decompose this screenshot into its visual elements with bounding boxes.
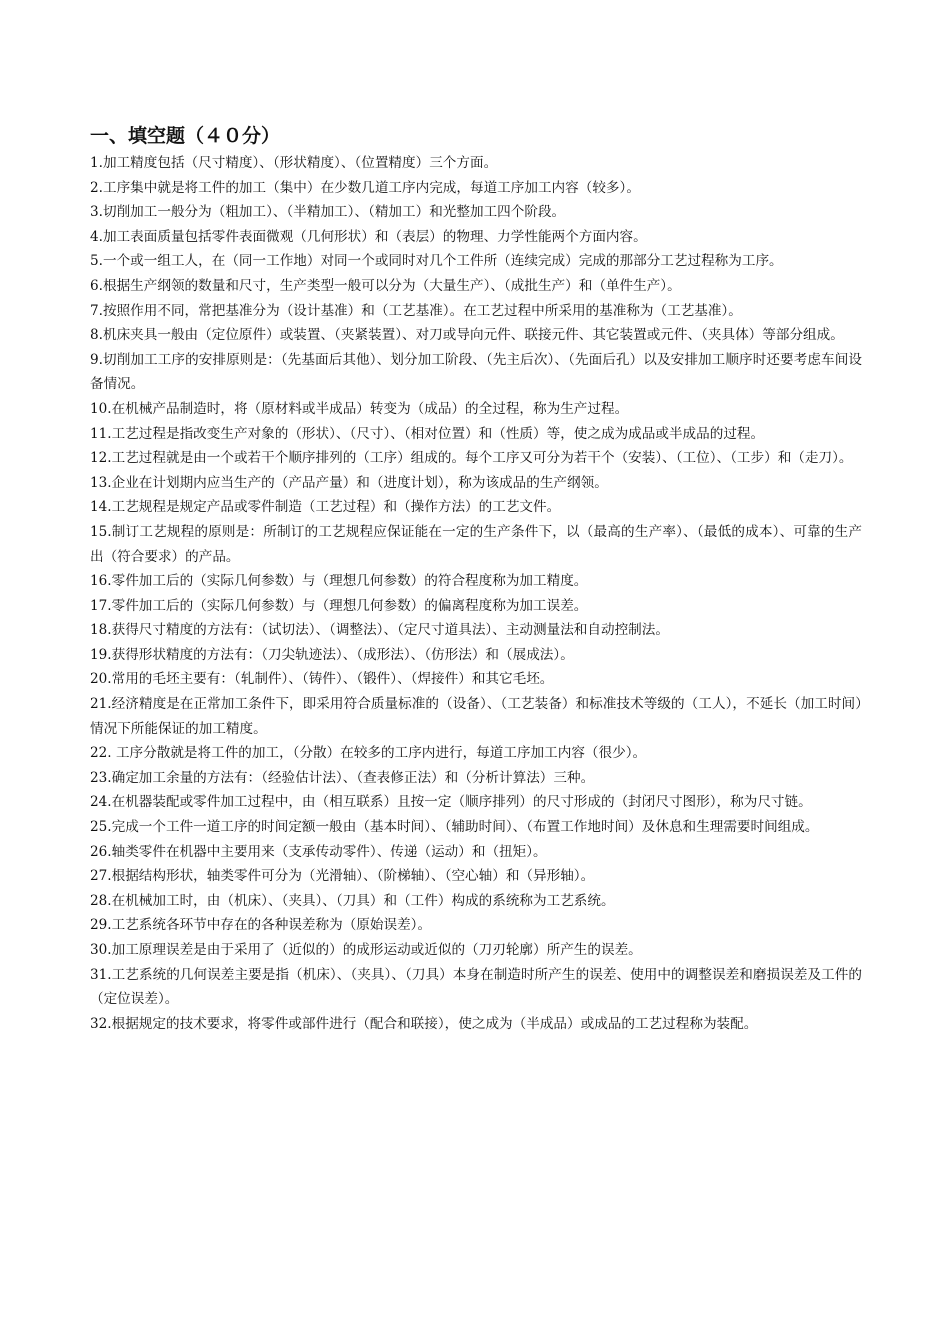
- question-item: 12.工艺过程就是由一个或若干个顺序排列的（工序）组成的。每个工序又可分为若干个（安装）、（工位）、（工步）和（走刀）。: [90, 450, 853, 467]
- question-item: 25.完成一个工件一道工序的时间定额一般由（基本时间）、（辅助时间）、（布置工作地时间）及休息和生理需要时间组成。: [90, 819, 819, 836]
- question-item: 15.制订工艺规程的原则是：所制订的工艺规程应保证能在一定的生产条件下，以（最高的生产率）、（最低的成本）、可靠的生产出（符合要求）的产品。: [90, 523, 862, 565]
- question-item: 10.在机械产品制造时，将（原材料或半成品）转变为（成品）的全过程，称为生产过程。: [90, 400, 629, 417]
- question-item: 17.零件加工后的（实际几何参数）与（理想几何参数）的偏离程度称为加工误差。: [90, 597, 588, 614]
- question-item: 2.工序集中就是将工件的加工（集中）在少数几道工序内完成，每道工序加工内容（较多）。: [90, 179, 640, 196]
- question-item: 23.确定加工余量的方法有：（经验估计法）、（查表修正法）和（分析计算法）三种。: [90, 769, 595, 786]
- question-item: 11.工艺过程是指改变生产对象的（形状）、（尺寸）、（相对位置）和（性质）等，使之成为成品或半成品的过程。: [90, 425, 765, 442]
- document-page: [90, 122, 862, 1036]
- question-item: 3.切削加工一般分为（粗加工）、（半精加工）、（精加工）和光整加工四个阶段。: [90, 204, 566, 221]
- question-item: 1.加工精度包括（尺寸精度）、（形状精度）、（位置精度）三个方面。: [90, 155, 498, 171]
- question-item: 9.切削加工工序的安排原则是：（先基面后其他）、划分加工阶段、（先主后次）、（先面后孔）以及安排加工顺序时还要考虑车间设备情况。: [90, 351, 862, 393]
- question-item: 21.经济精度是在正常加工条件下，即采用符合质量标准的（设备）、（工艺装备）和标准技术等级的（工人），不延长（加工时间）情况下所能保证的加工精度。: [90, 696, 862, 737]
- question-item: 30.加工原理误差是由于采用了（近似的）的成形运动或近似的（刀刃轮廓）所产生的误差。: [90, 942, 642, 958]
- question-item: 4.加工表面质量包括零件表面微观（几何形状）和（表层）的物理、力学性能两个方面内容。: [90, 228, 647, 245]
- question-item: 29.工艺系统各环节中存在的各种误差称为（原始误差）。: [90, 917, 432, 934]
- question-item: 5.一个或一组工人，在（同一工作地）对同一个或同时对几个工件所（连续完成）完成的那部分工艺过程称为工序。: [90, 253, 783, 270]
- question-item: 14.工艺规程是规定产品或零件制造（工艺过程）和（操作方法）的工艺文件。: [90, 499, 561, 516]
- question-item: 31.工艺系统的几何误差主要是指（机床）、（夹具）、（刀具）本身在制造时所产生的误差、使用中的调整误差和磨损误差及工件的（定位误差）。: [90, 966, 862, 1008]
- section-title: 一、填空题（４０分）: [90, 125, 281, 147]
- question-item: 28.在机械加工时，由（机床）、（夹具）、（刀具）和（工件）构成的系统称为工艺系统。: [90, 892, 615, 909]
- question-item: 24.在机器装配或零件加工过程中，由（相互联系）且按一定（顺序排列）的尺寸形成的（封闭尺寸图形），称为尺寸链。: [90, 794, 812, 811]
- question-item: 18.获得尺寸精度的方法有：（试切法）、（调整法）、（定尺寸道具法）、主动测量法和自动控制法。: [90, 622, 669, 639]
- question-item: 27.根据结构形状，轴类零件可分为（光滑轴）、（阶梯轴）、（空心轴）和（异形轴）。: [90, 868, 595, 885]
- question-list: [90, 151, 862, 1036]
- question-item: 6.根据生产纲领的数量和尺寸，生产类型一般可以分为（大量生产）、（成批生产）和（单件生产）。: [90, 277, 681, 294]
- question-item: 22. 工序分散就是将工件的加工，（分散）在较多的工序内进行，每道工序加工内容（很少）。: [90, 745, 647, 762]
- question-item: 32.根据规定的技术要求，将零件或部件进行（配合和联接），使之成为（半成品）或成品的工艺过程称为装配。: [90, 1015, 758, 1032]
- question-item: 13.企业在计划期内应当生产的（产品产量）和（进度计划），称为该成品的生产纲领。: [90, 474, 608, 491]
- question-item: 20.常用的毛坯主要有：（轧制件）、（铸件）、（锻件）、（焊接件）和其它毛坯。: [90, 671, 554, 688]
- question-item: 8.机床夹具一般由（定位原件）或装置、（夹紧装置）、对刀或导向元件、联接元件、其它装置或元件、（夹具体）等部分组成。: [90, 327, 844, 344]
- question-item: 19.获得形状精度的方法有：（刀尖轨迹法）、（成形法）、（仿形法）和（展成法）。: [90, 646, 574, 663]
- question-item: 16.零件加工后的（实际几何参数）与（理想几何参数）的符合程度称为加工精度。: [90, 573, 588, 590]
- question-item: 7.按照作用不同，常把基准分为（设计基准）和（工艺基准）。在工艺过程中所采用的基准称为（工艺基准）。: [90, 302, 742, 319]
- question-item: 26.轴类零件在机器中主要用来（支承传动零件）、传递（运动）和（扭矩）。: [90, 843, 547, 860]
